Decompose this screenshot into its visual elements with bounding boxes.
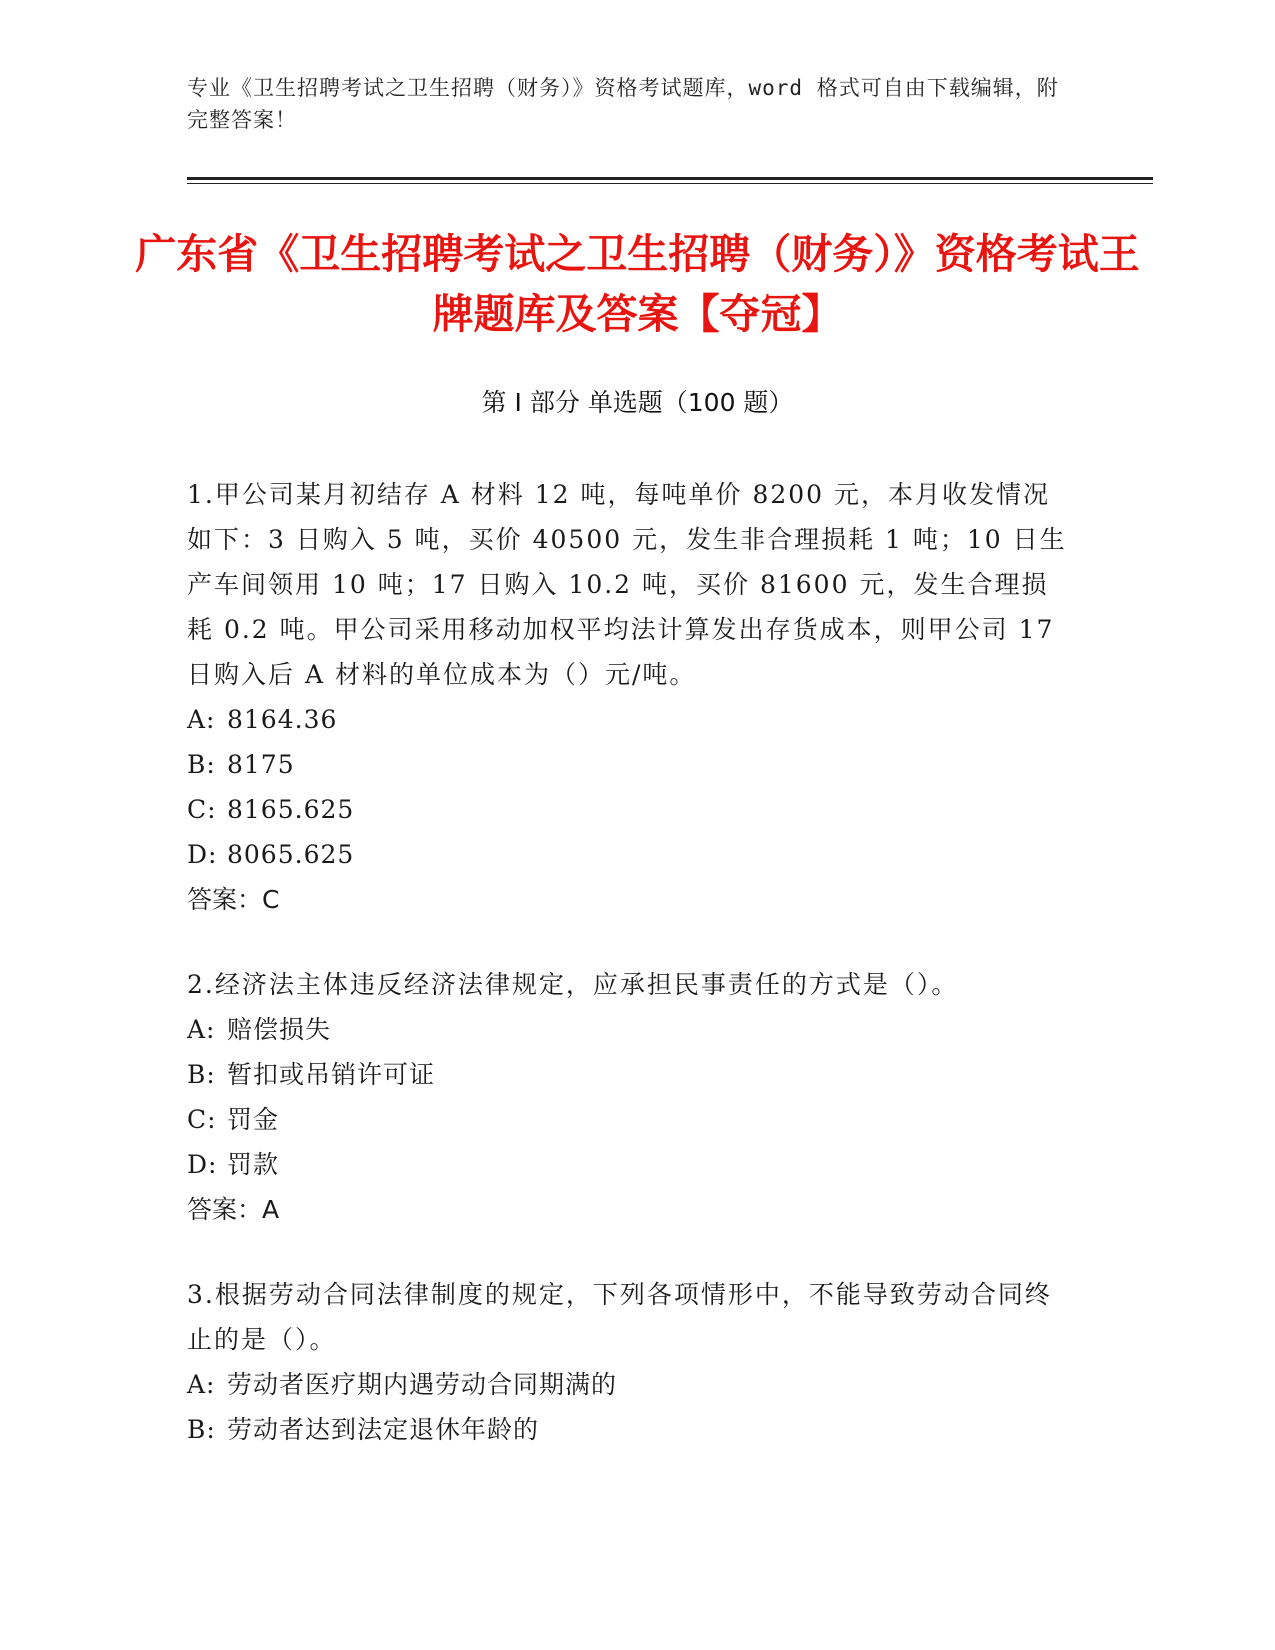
question-stem: 1.甲公司某月初结存 A 材料 12 吨，每吨单价 8200 元，本月收发情况如下：3 日购入 5 吨，买价 40500 元，发生非合理损耗 1 吨；10 日生产车间领用 10 吨；17 日购入 10.2 吨，买价 81600 元，发生合理损耗 0.2 吨。甲公司采用移动加权平均法计算发出存货成本，则甲公司 17 日购入后 A 材料的单位成本为（）元/吨。 <box>187 480 1067 689</box>
option-letter: B: <box>187 750 216 779</box>
option-letter: A: <box>187 705 216 734</box>
option-d <box>187 832 1067 877</box>
header-divider-thick <box>187 177 1153 180</box>
question-1 <box>187 472 1067 922</box>
option-text: 8165.625 <box>227 795 355 824</box>
option-letter: A: <box>187 1015 216 1044</box>
option-text: 8065.625 <box>227 840 355 869</box>
option-letter: D: <box>187 1150 218 1179</box>
option-c <box>187 787 1067 832</box>
option-text: 暂扣或吊销许可证 <box>227 1060 436 1089</box>
option-letter: C: <box>187 1105 217 1134</box>
option-letter: B: <box>187 1415 216 1444</box>
option-d <box>187 1142 1067 1187</box>
option-b <box>187 742 1067 787</box>
header-divider-thin <box>187 183 1153 184</box>
option-b <box>187 1407 1067 1452</box>
question-list <box>187 472 1067 1492</box>
question-stem: 3.根据劳动合同法律制度的规定，下列各项情形中，不能导致劳动合同终止的是（）。 <box>187 1280 1052 1354</box>
option-letter: A: <box>187 1370 216 1399</box>
answer: 答案：C <box>187 885 280 914</box>
header-note: 专业《卫生招聘考试之卫生招聘（财务）》资格考试题库，word 格式可自由下载编辑，附完整答案！ <box>187 76 1059 132</box>
section-heading: 第 I 部分 单选题（100 题） <box>481 388 794 417</box>
option-a <box>187 1362 1067 1407</box>
option-a <box>187 697 1067 742</box>
question-3 <box>187 1272 1067 1452</box>
option-text: 罚金 <box>227 1105 280 1134</box>
question-2 <box>187 962 1067 1232</box>
option-text: 劳动者医疗期内遇劳动合同期满的 <box>227 1370 618 1399</box>
option-text: 罚款 <box>227 1150 280 1179</box>
option-text: 8164.36 <box>227 705 338 734</box>
document-title: 广东省《卫生招聘考试之卫生招聘（财务）》资格考试王牌题库及答案【夺冠】 <box>135 230 1140 338</box>
option-letter: D: <box>187 840 218 869</box>
question-stem: 2.经济法主体违反经济法律规定，应承担民事责任的方式是（）。 <box>187 970 959 999</box>
option-a <box>187 1007 1067 1052</box>
answer: 答案：A <box>187 1195 280 1224</box>
option-b <box>187 1052 1067 1097</box>
option-letter: B: <box>187 1060 216 1089</box>
option-text: 赔偿损失 <box>227 1015 332 1044</box>
option-text: 8175 <box>227 750 295 779</box>
option-letter: C: <box>187 795 217 824</box>
option-c <box>187 1097 1067 1142</box>
option-text: 劳动者达到法定退休年龄的 <box>227 1415 540 1444</box>
